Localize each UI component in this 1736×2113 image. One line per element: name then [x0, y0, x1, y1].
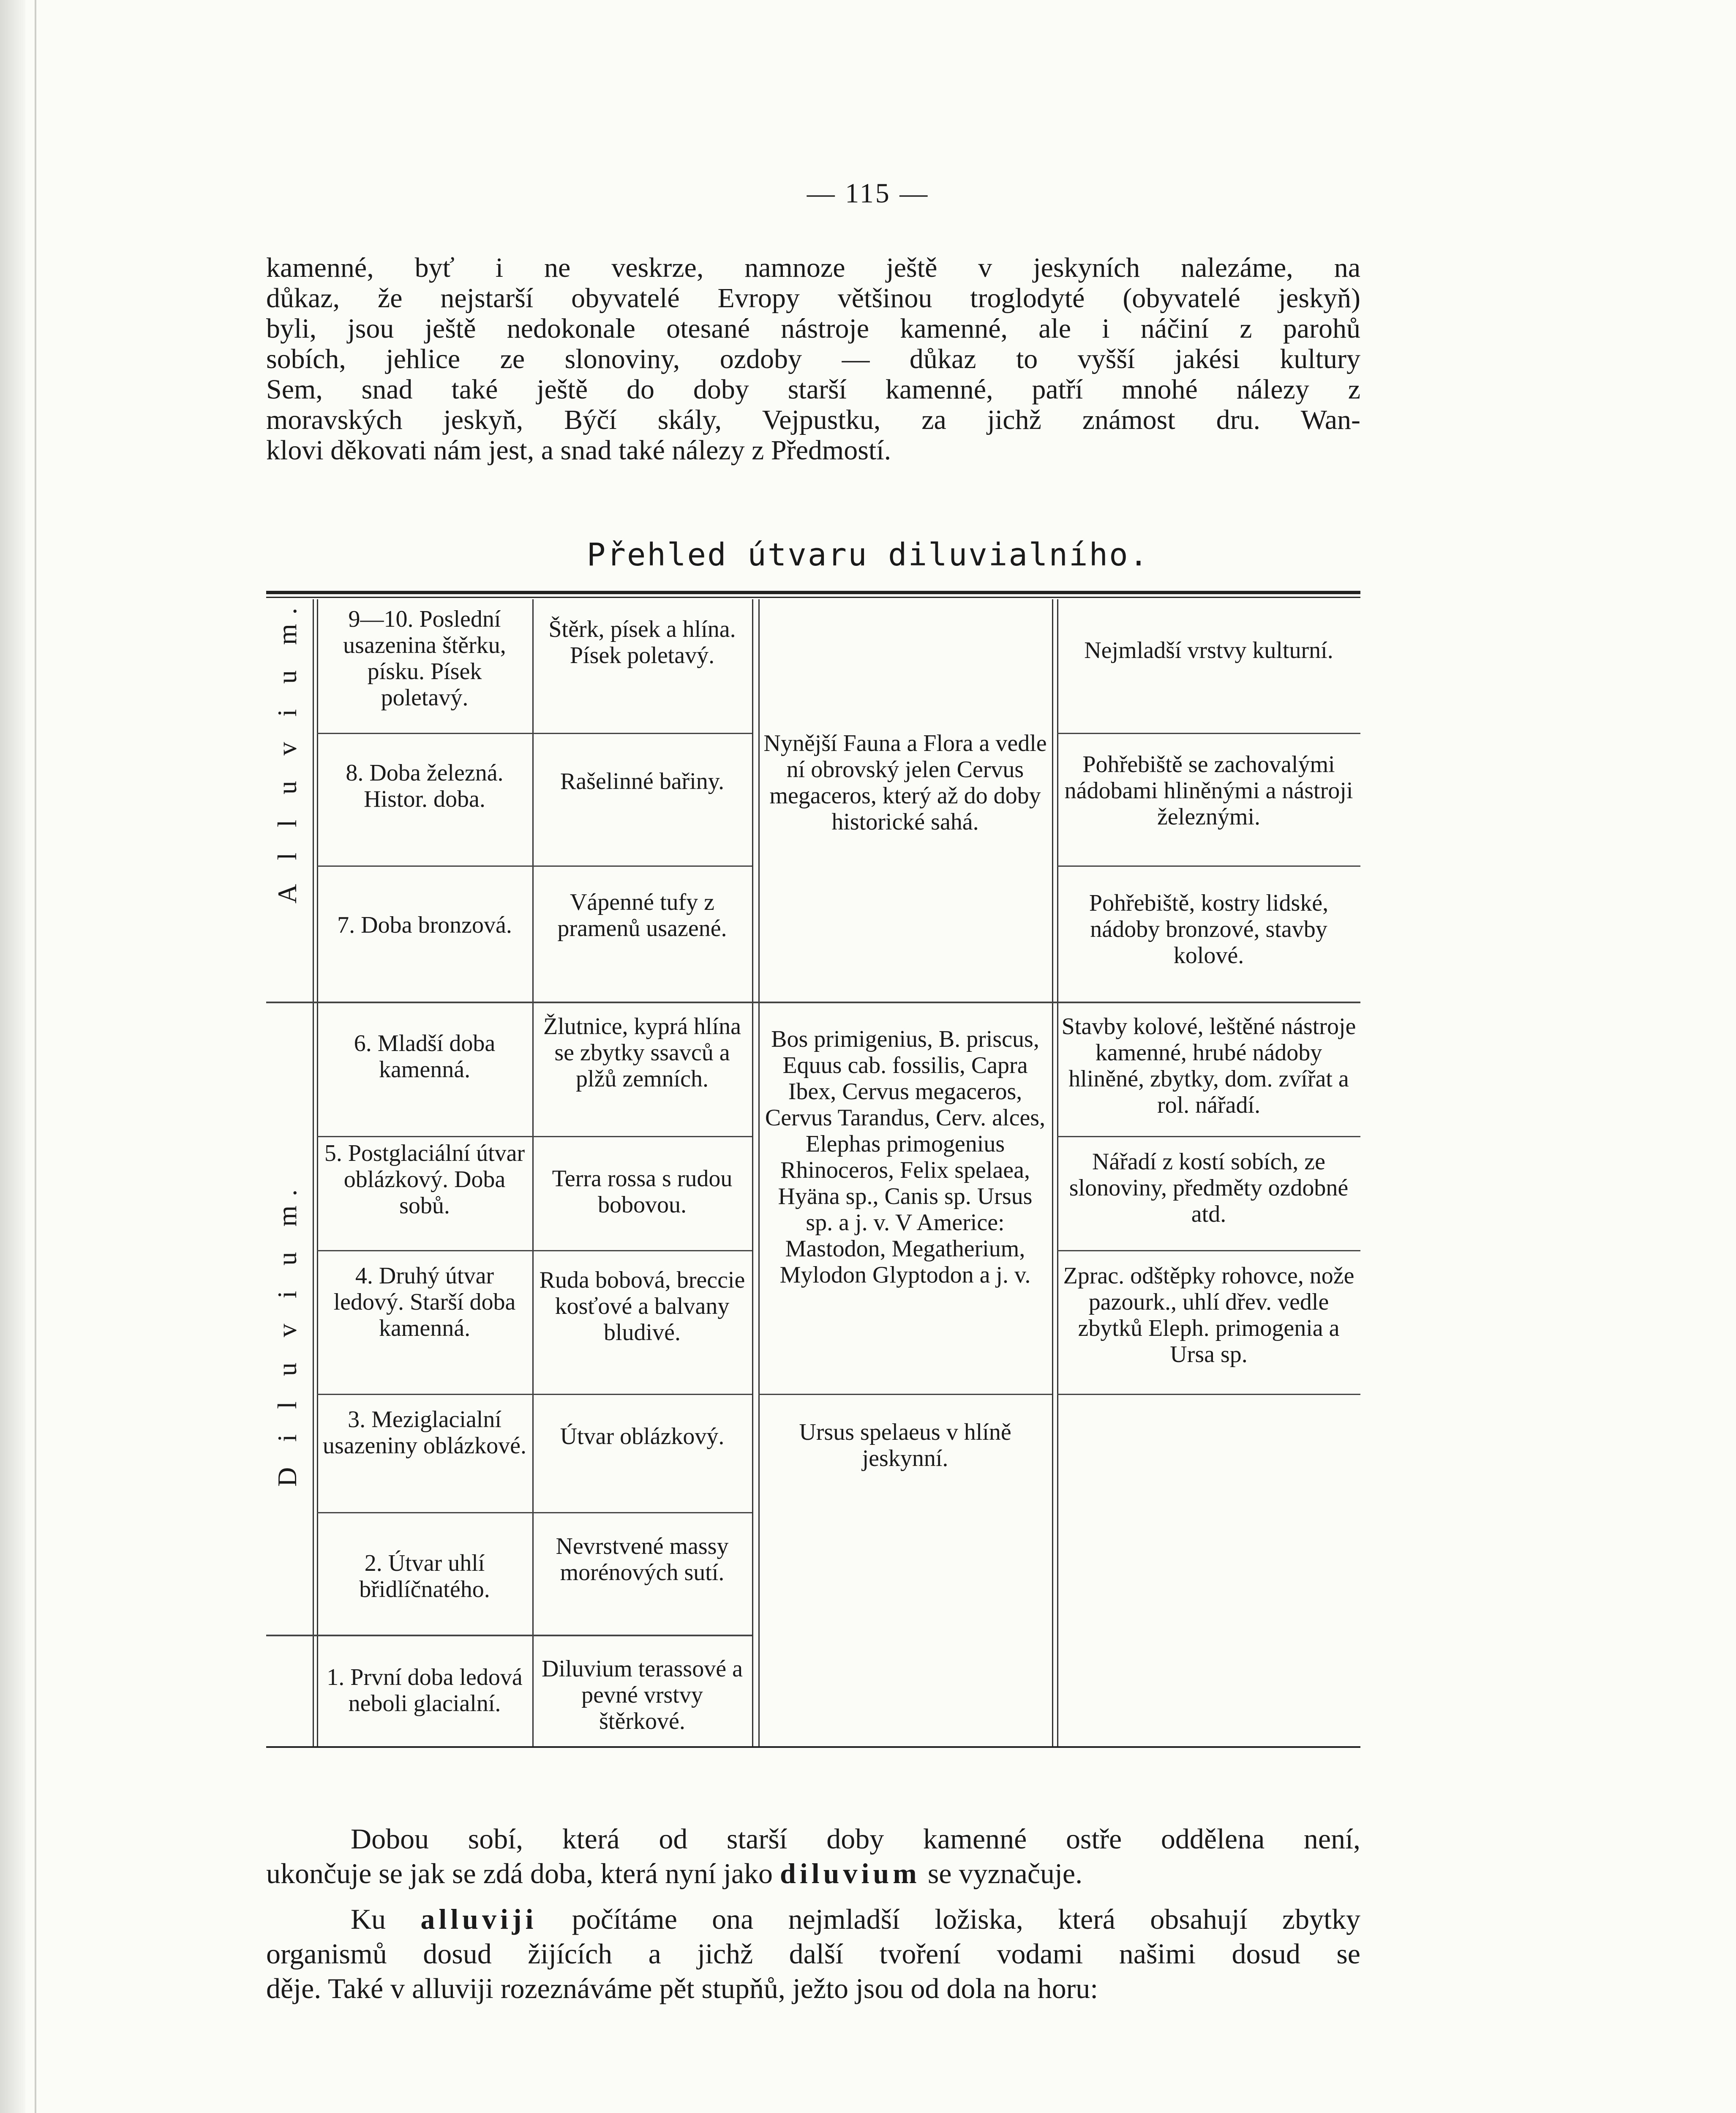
- deposit-cell: Rašelinné bařiny.: [560, 768, 725, 794]
- alluvium-diluvium-paragraph: [266, 1821, 1360, 1891]
- page-edge-shadow: [0, 0, 25, 2113]
- text-run: Ku: [351, 1903, 421, 1935]
- culture-cell: Nejmladší vrstvy kulturní.: [1084, 637, 1333, 663]
- column-rule: [752, 599, 753, 1746]
- row-rule: [1057, 1394, 1360, 1395]
- culture-cell: Zprac. odštěpky rohovce, nože pazourk., uhlí dřev. vedle zbytků Eleph. primogenia a Ursa sp.: [1063, 1263, 1354, 1368]
- culture-cell: Pohřebiště, kostry lidské, nádoby bronzové, stavby kolové.: [1089, 890, 1329, 969]
- intro-line: Sem, snad také ještě do doby starší kamenné, patří mnohé nálezy z: [266, 374, 1360, 405]
- table-bottom-rule: [266, 1746, 1360, 1748]
- paragraph-line: [266, 1856, 1360, 1891]
- column-rule: [532, 599, 534, 1746]
- culture-cell: Pohřebiště se zachovalými nádobami hliněnými a nástroji železnými.: [1064, 751, 1353, 830]
- row-rule: [317, 1136, 532, 1137]
- age-cell: 7. Doba bronzová.: [337, 912, 512, 938]
- age-cell: 8. Doba železná. Histor. doba.: [346, 760, 504, 812]
- column-rule: [1052, 599, 1053, 1746]
- age-cell: 4. Druhý útvar ledový. Starší doba kamenná.: [333, 1263, 516, 1341]
- row-rule: [1057, 865, 1360, 867]
- row-rule: [1057, 1250, 1360, 1251]
- row-rule: [532, 1136, 752, 1137]
- text-run: počítáme ona nejmladší ložiska, která obsahují zbytky: [537, 1903, 1360, 1935]
- paragraph-line: [266, 1902, 1360, 1936]
- row-rule: [317, 733, 532, 734]
- column-rule: [313, 599, 314, 1746]
- intro-line: důkaz, že nejstarší obyvatelé Evropy většinou troglodyté (obyvatelé jeskyň): [266, 283, 1360, 314]
- deposit-cell: Útvar oblázkový.: [560, 1423, 725, 1450]
- deposit-cell: Diluvium terassové a pevné vrstvy štěrkové.: [542, 1656, 743, 1734]
- row-rule: [1057, 1136, 1360, 1137]
- deposit-cell: Ruda bobová, breccie kosťové a balvany bludivé.: [539, 1267, 745, 1346]
- fauna-cell: Ursus spelaeus v hlíně jeskynní.: [799, 1419, 1011, 1471]
- table-top-rule: [266, 597, 1360, 598]
- alluvium-label: A l l u v i u m.: [272, 598, 302, 904]
- intro-line: moravských jeskyň, Býčí skály, Vejpustku, za jichž známost dru. Wan-: [266, 404, 1360, 435]
- age-cell: 9—10. Poslední usazenina štěrku, písku. Písek poletavý.: [343, 606, 506, 711]
- deposit-cell: Terra rossa s rudou bobovou.: [552, 1166, 733, 1218]
- row-rule: [317, 865, 532, 867]
- age-cell: 6. Mladší doba kamenná.: [354, 1030, 496, 1083]
- diluvium-overview-table: [266, 591, 1360, 1749]
- emphasis-term: diluvium: [780, 1857, 921, 1889]
- deposit-cell: Nevrstvené massy morénových sutí.: [556, 1533, 729, 1586]
- section-title: Přehled útvaru diluvialního.: [586, 537, 1150, 573]
- paragraph-line: organismů dosud žijících a jichž další tvoření vodami našimi dosud se: [266, 1938, 1360, 1970]
- row-rule: [758, 1394, 1052, 1395]
- row-rule: [317, 1250, 532, 1251]
- row-rule: [532, 1512, 752, 1513]
- culture-cell: Nářadí z kostí sobích, ze slonoviny, předměty ozdobné atd.: [1069, 1149, 1349, 1227]
- text-run: se vyznačuje.: [920, 1857, 1083, 1889]
- column-rule: [1057, 599, 1058, 1746]
- column-rule: [758, 599, 760, 1746]
- culture-cell: Stavby kolové, leštěné nástroje kamenné, hrubé nádoby hliněné, zbytky, dom. zvířat a rol. nářadí.: [1061, 1013, 1356, 1118]
- age-cell: 3. Meziglacialní usazeniny oblázkové.: [322, 1406, 527, 1459]
- alluvium-paragraph: [266, 1902, 1360, 2006]
- table-top-rule: [266, 591, 1360, 594]
- intro-line: sobích, jehlice ze slonoviny, ozdoby — důkaz to vyšší jakési kultury: [266, 344, 1360, 374]
- row-rule: [266, 1002, 1360, 1003]
- intro-paragraph: [266, 253, 1360, 466]
- intro-line: byli, jsou ještě nedokonale otesané nástroje kamenné, ale i náčiní z parohů: [266, 313, 1360, 344]
- row-rule: [266, 1635, 752, 1636]
- row-rule: [317, 1394, 532, 1395]
- row-rule: [532, 1394, 752, 1395]
- row-rule: [532, 733, 752, 734]
- intro-line: kamenné, byť i ne veskrze, namnoze ještě v jeskyních nalezáme, na: [266, 252, 1360, 283]
- fauna-cell: Nynější Fauna a Flora a vedle ní obrovský jelen Cervus megaceros, který až do doby historické sahá.: [763, 730, 1047, 835]
- age-cell: 2. Útvar uhlí břidlíčnatého.: [359, 1550, 490, 1602]
- column-rule: [317, 599, 318, 1746]
- diluvium-label: D i l u v i u m.: [272, 1180, 302, 1487]
- page-edge-line: [35, 0, 36, 2113]
- fauna-cell: Bos primigenius, B. priscus, Equus cab. fossilis, Capra Ibex, Cervus megaceros, Cervus Tarandus, Cerv. alces, Elephas primogenius Rhinoceros, Felix spelaea, Hyäna sp., Canis sp. Ursus sp. a j. v. V Americe: Mastodon, Megatherium, Mylodon Glyptodon a j. v.: [765, 1026, 1046, 1288]
- paragraph-line: Dobou sobí, která od starší doby kamenné ostře oddělena není,: [351, 1823, 1360, 1855]
- row-rule: [317, 1512, 532, 1513]
- intro-line: klovi děkovati nám jest, a snad také nálezy z Předmostí.: [266, 435, 891, 466]
- text-run: ukončuje se jak se zdá doba, která nyní jako: [266, 1857, 780, 1889]
- row-rule: [1057, 733, 1360, 734]
- row-rule: [532, 865, 752, 867]
- page-number: — 115 —: [807, 178, 929, 209]
- deposit-cell: Štěrk, písek a hlína. Písek poletavý.: [548, 616, 736, 669]
- age-cell: 1. První doba ledová neboli glacialní.: [327, 1664, 523, 1717]
- emphasis-term: alluviji: [420, 1903, 537, 1935]
- paragraph-line: děje. Také v alluviji rozeznáváme pět stupňů, ježto jsou od dola na horu:: [266, 1972, 1098, 2004]
- row-rule: [532, 1250, 752, 1251]
- deposit-cell: Žlutnice, kyprá hlína se zbytky ssavců a plžů zemních.: [543, 1013, 741, 1092]
- deposit-cell: Vápenné tufy z pramenů usazené.: [557, 889, 727, 942]
- age-cell: 5. Postglaciální útvar oblázkový. Doba sobů.: [324, 1140, 525, 1219]
